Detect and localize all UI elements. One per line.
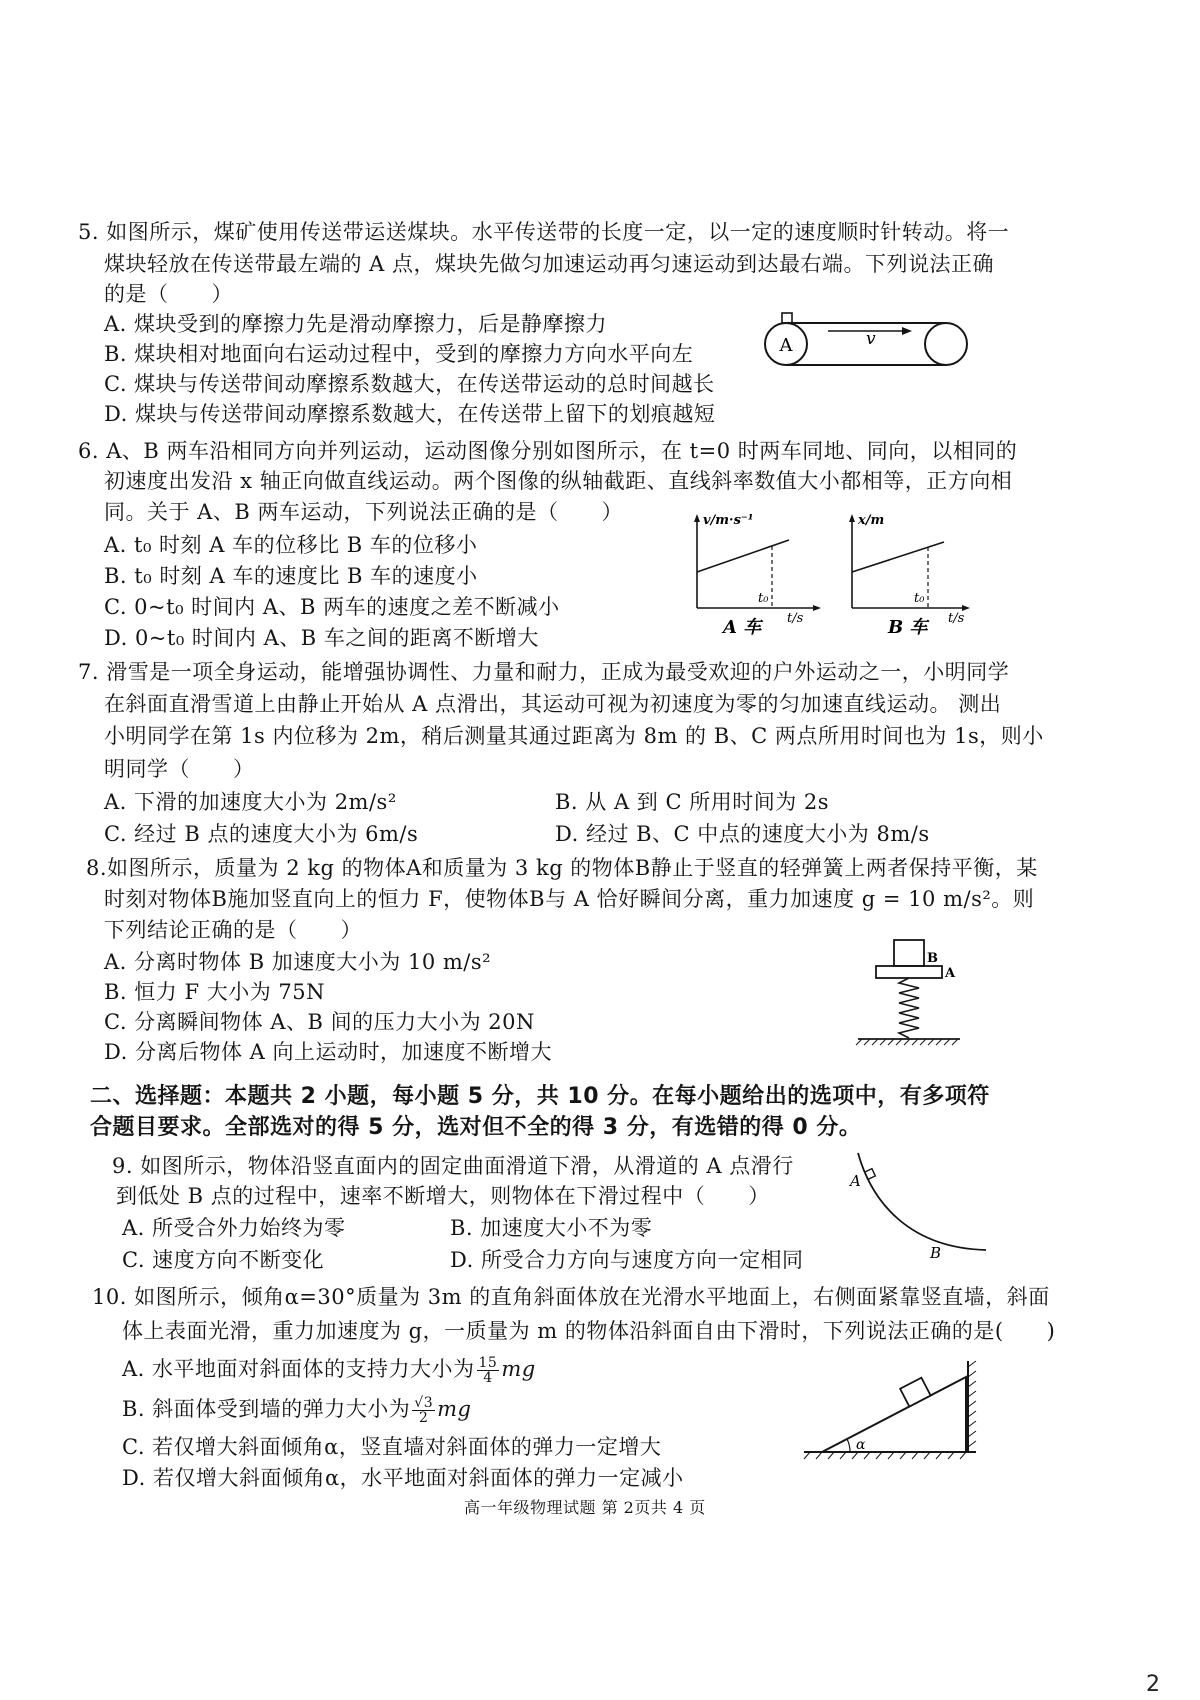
- section2-heading-line-1: 二、选择题：本题共 2 小题，每小题 5 分，共 10 分。在每小题给出的选项中，有多项符: [90, 1084, 990, 1109]
- q8-option-b: B. 恒力 F 大小为 75N: [104, 980, 325, 1004]
- q7-line-3: 小明同学在第 1s 内位移为 2m，稍后测量其通过距离为 8m 的 B、C 两点所用时间也为 1s，则小: [104, 724, 1044, 748]
- incline-wedge: [822, 1377, 966, 1452]
- q10-option-c: C. 若仅增大斜面倾角α，竖直墙对斜面体的弹力一定增大: [122, 1435, 662, 1459]
- q9-line-2: 到低处 B 点的过程中，速率不断增大，则物体在下滑过程中（ ）: [116, 1184, 770, 1208]
- q5-option-c: C. 煤块与传送带间动摩擦系数越大，在传送带运动的总时间越长: [104, 372, 715, 396]
- curved-slide-figure: [840, 1148, 990, 1263]
- q8-line-3: 下列结论正确的是（ ）: [104, 918, 362, 942]
- curve-point-b: B: [930, 1244, 942, 1262]
- q8-option-a: A. 分离时物体 B 加速度大小为 10 m/s²: [104, 950, 492, 974]
- q6-line-3: 同。关于 A、B 两车运动，下列说法正确的是（ ）: [104, 500, 623, 524]
- q9-option-a: A. 所受合外力始终为零: [122, 1216, 346, 1240]
- block-a-label: A: [945, 966, 956, 981]
- fraction-denominator: 4: [483, 1370, 493, 1386]
- q10-line-2: 体上表面光滑，重力加速度为 g，一质量为 m 的物体沿斜面自由下滑时，下列说法正确的是( ): [122, 1319, 1056, 1343]
- fraction-numerator: 15: [478, 1355, 498, 1371]
- graph-a-xlabel: t/s: [787, 611, 804, 626]
- q10-option-a-unit: mg: [501, 1357, 536, 1381]
- q10-option-b-unit: mg: [437, 1397, 472, 1421]
- q7-option-a: A. 下滑的加速度大小为 2m/s²: [104, 790, 397, 814]
- q6-option-b: B. t₀ 时刻 A 车的速度比 B 车的速度小: [104, 564, 478, 588]
- q6-line-2: 初速度出发沿 x 轴正向做直线运动。两个图像的纵轴截距、直线斜率数值大小都相等，正方向相: [104, 469, 1013, 493]
- sliding-block: [900, 1378, 931, 1407]
- graph-b-xlabel: t/s: [948, 611, 965, 626]
- fraction-numerator: √3: [414, 1395, 434, 1411]
- incline-wall-figure: [800, 1355, 990, 1470]
- slide-curve: [858, 1153, 986, 1250]
- spring: [899, 978, 919, 1038]
- q8-option-d: D. 分离后物体 A 向上运动时，加速度不断增大: [104, 1040, 552, 1064]
- q8-line-2: 时刻对物体B施加竖直向上的恒力 F，使物体B与 A 恰好瞬间分离，重力加速度 g = 10 m/s²。则: [104, 887, 1035, 911]
- q8-line-1: 8.如图所示，质量为 2 kg 的物体A和质量为 3 kg 的物体B静止于竖直的轻弹簧上两者保持平衡，某: [86, 856, 1038, 880]
- q10-line-1: 10. 如图所示，倾角α=30°质量为 3m 的直角斜面体放在光滑水平地面上，右侧面紧靠竖直墙，斜面: [92, 1285, 1050, 1309]
- q10-option-b: [122, 1392, 471, 1426]
- q10-option-a: [122, 1352, 536, 1386]
- q10-option-a-text: A. 水平地面对斜面体的支持力大小为: [122, 1357, 475, 1381]
- block-b: [894, 940, 924, 966]
- q9-line-1: 9. 如图所示，物体沿竖直面内的固定曲面滑道下滑，从滑道的 A 点滑行: [112, 1154, 794, 1178]
- curve-point-a: A: [850, 1172, 861, 1190]
- coal-block: [782, 313, 792, 323]
- graph-b-t0: t₀: [914, 591, 925, 606]
- q7-option-d: D. 经过 B、C 中点的速度大小为 8m/s: [555, 822, 930, 846]
- graph-a-caption: A 车: [723, 617, 762, 638]
- q5-option-b: B. 煤块相对地面向右运动过程中，受到的摩擦力方向水平向左: [104, 342, 694, 366]
- q9-option-c: C. 速度方向不断变化: [122, 1248, 325, 1272]
- q5-line-1: 5. 如图所示，煤矿使用传送带运送煤块。水平传送带的长度一定，以一定的速度顺时针转动。将一: [78, 220, 1010, 244]
- page-number: 2: [1146, 1672, 1161, 1697]
- graph-a-ylabel: v/m·s⁻¹: [703, 513, 754, 528]
- q9-option-d: D. 所受合力方向与速度方向一定相同: [450, 1248, 804, 1272]
- q7-line-4: 明同学（ ）: [104, 757, 255, 781]
- q7-line-1: 7. 滑雪是一项全身运动，能增强协调性、力量和耐力，正成为最受欢迎的户外运动之一，小明同学: [78, 660, 1010, 684]
- fraction-denominator: 2: [419, 1410, 429, 1426]
- graph-b-ylabel: x/m: [858, 513, 885, 528]
- graph-car-b: [840, 510, 980, 640]
- q10-option-b-fraction: [412, 1396, 435, 1425]
- q7-option-b: B. 从 A 到 C 所用时间为 2s: [555, 790, 830, 814]
- spring-blocks-figure: [850, 935, 980, 1055]
- angle-alpha-label: α: [856, 1437, 866, 1453]
- q5-line-3: 的是（ ）: [104, 282, 233, 306]
- q5-option-d: D. 煤块与传送带间动摩擦系数越大，在传送带上留下的划痕越短: [104, 402, 716, 426]
- q9-option-b: B. 加速度大小不为零: [450, 1216, 653, 1240]
- section2-heading-line-2: 合题目要求。全部选对的得 5 分，选对但不全的得 3 分，有选错的得 0 分。: [90, 1115, 862, 1140]
- graph-a-t0: t₀: [758, 591, 769, 606]
- belt-point-label: A: [779, 335, 793, 356]
- q7-line-2: 在斜面直滑雪道上由静止开始从 A 点滑出，其运动可视为初速度为零的匀加速直线运动。 测出: [104, 692, 1002, 716]
- block-b-label: B: [927, 951, 938, 966]
- page-footer: 高一年级物理试题 第 2页共 4 页: [464, 1498, 706, 1517]
- q8-option-c: C. 分离瞬间物体 A、B 间的压力大小为 20N: [104, 1010, 535, 1034]
- q10-option-a-fraction: [477, 1356, 500, 1385]
- graph-b-caption: B 车: [888, 617, 928, 638]
- q5-option-a: A. 煤块受到的摩擦力先是滑动摩擦力，后是静摩擦力: [104, 312, 608, 336]
- graph-car-a: [685, 510, 830, 640]
- q10-option-d: D. 若仅增大斜面倾角α，水平地面对斜面体的弹力一定减小: [122, 1466, 684, 1490]
- q5-line-2: 煤块轻放在传送带最左端的 A 点，煤块先做匀加速运动再匀速运动到达最右端。下列说法正确: [104, 252, 995, 276]
- q6-option-d: D. 0~t₀ 时间内 A、B 车之间的距离不断增大: [104, 626, 539, 650]
- q7-option-c: C. 经过 B 点的速度大小为 6m/s: [104, 822, 419, 846]
- block-a: [876, 966, 942, 978]
- q6-option-a: A. t₀ 时刻 A 车的位移比 B 车的位移小: [104, 533, 478, 557]
- conveyor-belt-figure: [760, 310, 980, 380]
- q10-option-b-text: B. 斜面体受到墙的弹力大小为: [122, 1397, 411, 1421]
- belt-velocity-label: v: [866, 329, 876, 349]
- q6-option-c: C. 0~t₀ 时间内 A、B 两车的速度之差不断减小: [104, 595, 560, 619]
- q6-line-1: 6. A、B 两车沿相同方向并列运动，运动图像分别如图所示，在 t=0 时两车同地、同向，以相同的: [78, 439, 1018, 463]
